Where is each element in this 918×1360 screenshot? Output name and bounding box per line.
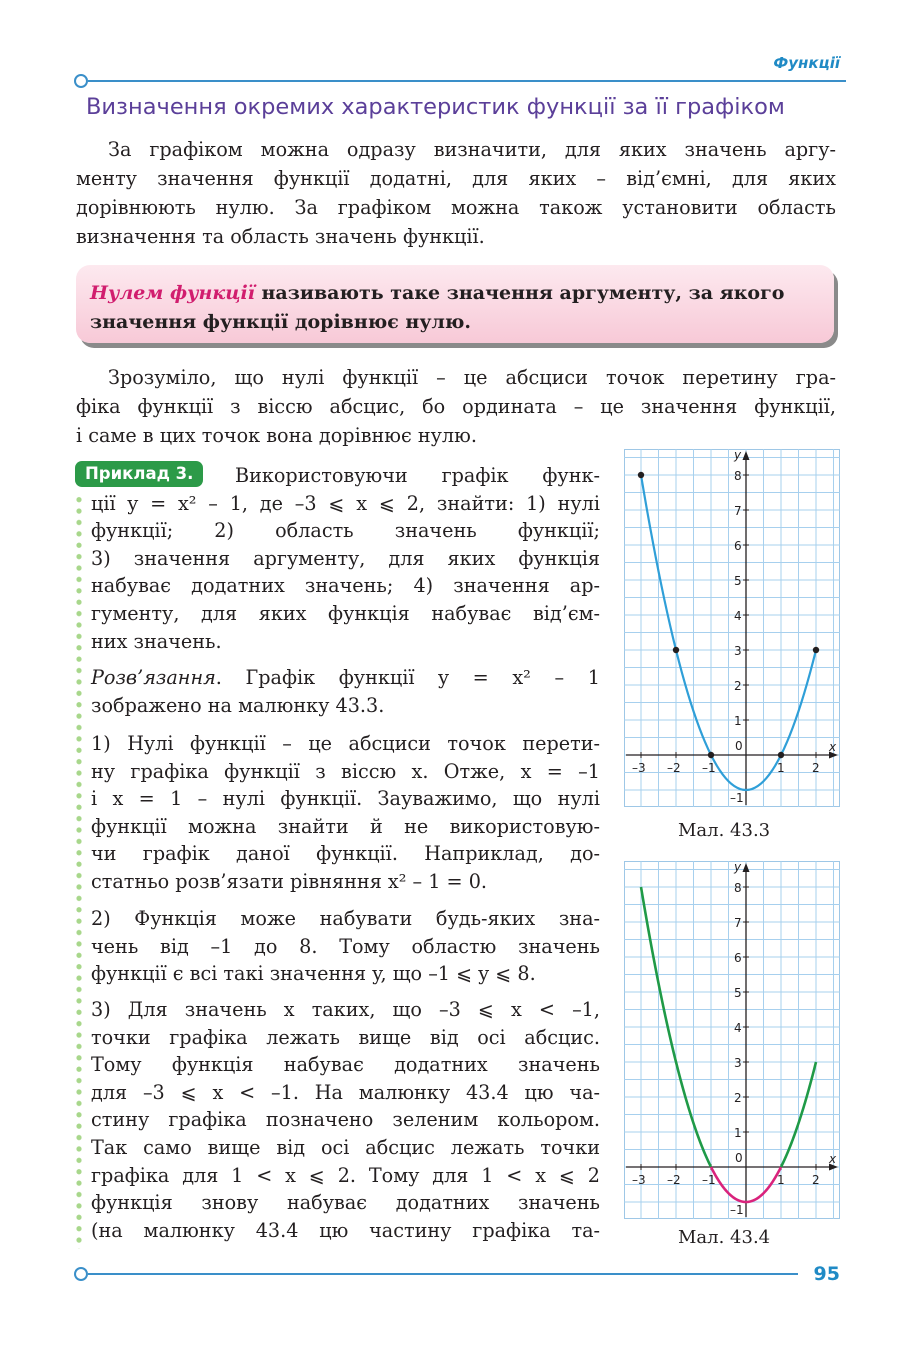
example-item-2 [91, 905, 600, 988]
x-axis-label: x [829, 740, 837, 754]
text-line: За графіком можна одразу визначити, для яких значень аргу- [108, 138, 836, 161]
text-line: ну графіка функції з віссю x. Отже, x = –1 [91, 759, 600, 783]
footer-rule [88, 1273, 798, 1275]
x-tick-label: –3 [632, 1173, 646, 1187]
text-line: (на малюнку 43.4 цю частину графіка та- [91, 1218, 600, 1242]
intro-paragraph [76, 135, 836, 251]
text-line: чи графік даної функції. Наприклад, до- [91, 842, 600, 866]
text-line: 3) Для значень x таких, що –3 ⩽ x < –1, [91, 998, 600, 1021]
text-line: і x = 1 – нулі функції. Зауважимо, що нулі [91, 787, 600, 811]
data-point [708, 752, 714, 758]
y-tick-label: 1 [734, 1126, 742, 1140]
x-tick-label: 0 [735, 1151, 743, 1165]
example-dotted-margin [76, 494, 82, 1249]
figure-43-4-graph [624, 861, 840, 1219]
text-line: функція знову набуває додатних значень [91, 1191, 600, 1215]
text-line: 3) значення аргументу, для яких функція [91, 546, 600, 570]
text-line: Так само вище від осі абсцис лежать точки [91, 1135, 600, 1159]
definition-box [76, 265, 834, 343]
x-tick-label: –1 [702, 1173, 716, 1187]
example-item-3 [91, 996, 600, 1244]
text-line: графіка для 1 < x ⩽ 2. Тому для 1 < x ⩽ 2 [91, 1163, 600, 1187]
header-rule [88, 80, 846, 82]
y-tick-label: 4 [734, 609, 742, 623]
section-title: Визначення окремих характеристик функції за її графіком [86, 94, 785, 120]
y-tick-label: 5 [734, 574, 742, 588]
x-tick-label: –2 [667, 761, 681, 775]
text-line: них значень. [91, 629, 222, 653]
text-line: визначення та область значень функції. [76, 225, 485, 248]
figure-43-4-caption: Мал. 43.4 [678, 1227, 771, 1248]
text-line: 2) Функція може набувати будь-яких зна- [91, 907, 600, 930]
y-tick-label: 8 [734, 881, 742, 895]
figure-43-3-graph [624, 449, 840, 807]
y-tick-label: 4 [734, 1021, 742, 1035]
text-line: точки графіка лежать вище від осі абсцис. [91, 1025, 600, 1049]
data-point [638, 472, 644, 478]
text-line: набуває додатних значень; 4) значення ар- [91, 574, 600, 598]
definition-text [90, 279, 826, 337]
y-tick-label: –1 [730, 1203, 744, 1217]
example-badge: Приклад 3. [75, 461, 203, 487]
x-tick-label: –3 [632, 761, 646, 775]
y-tick-label: 5 [734, 986, 742, 1000]
x-tick-label: 0 [735, 739, 743, 753]
y-tick-label: 2 [734, 1091, 742, 1105]
y-tick-label: 3 [734, 644, 742, 658]
text-line: зображено на малюнку 43.3. [91, 693, 385, 717]
text-line: фіка функції з віссю абсцис, бо ордината – це значення функції, [76, 395, 836, 418]
text-line: чень від –1 до 8. Тому областю значень [91, 934, 600, 958]
text-line: Тому функція набуває додатних значень [91, 1053, 600, 1077]
y-axis-label: y [734, 449, 742, 462]
y-axis-label: y [734, 861, 742, 874]
text-line: статньо розв’язати рівняння x² – 1 = 0. [91, 869, 488, 893]
y-tick-label: –1 [730, 791, 744, 805]
definition-line1: називають таке значення аргументу, за якого [254, 282, 785, 304]
y-tick-label: 6 [734, 539, 742, 553]
x-tick-label: –2 [667, 1173, 681, 1187]
data-point [813, 647, 819, 653]
y-tick-label: 2 [734, 679, 742, 693]
text-line: функції можна знайти й не використовую- [91, 814, 600, 838]
text-line: дорівнюють нулю. За графіком можна також установити область [76, 196, 836, 219]
text-line [91, 664, 600, 692]
example-solution [91, 664, 600, 719]
solution-label: Розв’язання [91, 666, 216, 689]
data-point [673, 647, 679, 653]
text-line: функції є всі такі значення y, що –1 ⩽ y ⩽ 8. [91, 962, 536, 986]
zeros-paragraph [76, 363, 836, 450]
figure-43-3-caption: Мал. 43.3 [678, 820, 771, 841]
y-tick-label: 7 [734, 504, 742, 518]
x-tick-label: –1 [702, 761, 716, 775]
y-tick-label: 7 [734, 916, 742, 930]
x-axis-label: x [829, 1152, 837, 1166]
graph-frame [625, 862, 840, 1219]
x-tick-label: 1 [777, 761, 785, 775]
definition-term: Нулем функції [90, 282, 255, 304]
text-line: гументу, для яких функція набуває від’єм- [91, 601, 600, 625]
header-ring-icon [74, 74, 88, 88]
y-tick-label: 6 [734, 951, 742, 965]
text-line: менту значення функції додатні, для яких – від’ємні, для яких [76, 167, 836, 190]
text-line: 1) Нулі функції – це абсциси точок перети- [91, 732, 600, 755]
footer-ring-icon [74, 1267, 88, 1281]
text-line: і саме в цих точок вона дорівнює нулю. [76, 424, 477, 447]
graph-frame [625, 450, 840, 807]
example-item-1 [91, 730, 600, 896]
text-line: Зрозуміло, що нулі функції – це абсциси точок перетину гра- [108, 366, 836, 389]
chapter-title: Функції [773, 54, 840, 72]
x-tick-label: 1 [777, 1173, 785, 1187]
text-line: стину графіка позначено зеленим кольором. [91, 1108, 600, 1132]
x-tick-label: 2 [812, 761, 820, 775]
page-number: 95 [813, 1263, 840, 1285]
y-tick-label: 3 [734, 1056, 742, 1070]
text-line: ції y = x² – 1, де –3 ⩽ x ⩽ 2, знайти: 1) нулі [91, 491, 600, 515]
x-tick-label: 2 [812, 1173, 820, 1187]
solution-text: . Графік функції y = x² – 1 [215, 666, 600, 689]
definition-line2: значення функції дорівнює нулю. [90, 311, 471, 333]
text-line: для –3 ⩽ x < –1. На малюнку 43.4 цю ча- [91, 1080, 600, 1104]
data-point [778, 752, 784, 758]
text-line: Використовуючи графік функ- [235, 464, 600, 487]
example-task [91, 462, 600, 655]
y-tick-label: 8 [734, 469, 742, 483]
text-line: функції; 2) область значень функції; [91, 519, 600, 543]
y-tick-label: 1 [734, 714, 742, 728]
